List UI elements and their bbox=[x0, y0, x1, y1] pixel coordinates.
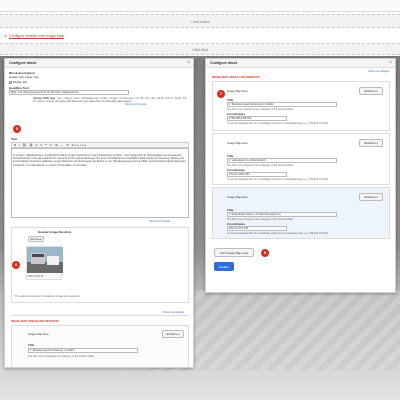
coordinates-label: Coordinates bbox=[227, 222, 246, 226]
close-icon[interactable]: × bbox=[389, 60, 392, 66]
badge-7: 7 bbox=[217, 90, 225, 98]
configure-section-link[interactable] bbox=[4, 32, 64, 40]
configure-block-dialog-right bbox=[205, 58, 396, 293]
image-map-area-label: Image Map Area bbox=[227, 89, 248, 93]
show-row-weights-link[interactable]: Show row weights bbox=[368, 70, 389, 73]
area-title-input[interactable]: 1: Bewitterungsschutzleitung in Zufahrt bbox=[28, 348, 138, 353]
coordinates-desc: A comma-separated list of 4 coordinate values for a rectangular area, e.g. 750,100,770,251 bbox=[227, 232, 328, 235]
coordinates-input[interactable]: 972,111,1053,183 bbox=[227, 172, 287, 177]
coordinates-input[interactable]: 2758,258,2788,360 bbox=[227, 116, 287, 121]
badge-6: 6 bbox=[12, 261, 20, 269]
area-title-label: Title bbox=[227, 98, 234, 102]
header-image-label: Header Image Desktop bbox=[38, 230, 72, 234]
area-title-label: Title bbox=[28, 343, 35, 347]
coordinates-desc: A comma-separated list of 4 coordinate values for a rectangular area, e.g. 750,100,770,251 bbox=[227, 178, 328, 181]
remove-area-button[interactable]: Entfernen bbox=[359, 193, 383, 201]
image-map-area-card bbox=[11, 325, 189, 368]
display-title-label: Display title bbox=[12, 80, 28, 84]
max-items-note: The maximum number of media items have been selected. bbox=[15, 295, 81, 298]
editor-toolbar[interactable]: B I ⛓ ⛓ ≡ ≡ ❝ ▭ ⊞ ⋯ ⟲ Source bbox=[11, 142, 189, 148]
builder-toolbar bbox=[0, 0, 400, 12]
dialog-title: Configure block bbox=[5, 59, 193, 68]
area-title-label: Title bbox=[227, 154, 234, 158]
remove-image-button[interactable]: Remove bbox=[28, 236, 44, 242]
coordinates-label: Coordinates bbox=[227, 168, 246, 172]
coordinates-desc: A comma-separated list of 4 coordinate values for a rectangular area, e.g. 750,100,770,251 bbox=[227, 122, 328, 125]
dialog-title: Configure block bbox=[206, 59, 395, 68]
area-title-input[interactable]: 1: Bewitterungsschutzleitung in Zufahrt bbox=[227, 102, 337, 107]
block-description-label: Block description bbox=[9, 71, 35, 75]
area-title-desc: The title must correspond to a category of the product slider. bbox=[227, 108, 294, 111]
close-icon[interactable]: × bbox=[187, 60, 190, 66]
add-image-map-area-button[interactable]: Add Image Map Area bbox=[214, 248, 254, 257]
coordinates-input[interactable]: 283,111,363,183 bbox=[227, 226, 287, 231]
checkbox-icon[interactable] bbox=[9, 81, 12, 84]
area-title-desc: The title must correspond to a category of the product slider. bbox=[28, 355, 95, 358]
block-description-value: Header with image map bbox=[9, 75, 39, 79]
about-text-formats-link[interactable]: About text formats bbox=[125, 103, 147, 106]
header-image-field bbox=[11, 227, 189, 303]
area-title-desc: The title must correspond to a category of the product slider. bbox=[227, 164, 294, 167]
about-text-formats-link-2[interactable]: About text formats bbox=[149, 220, 171, 223]
close-icon[interactable]: ✕ bbox=[4, 34, 8, 38]
badge-8: 8 bbox=[261, 249, 269, 257]
divider bbox=[11, 315, 189, 316]
show-row-weights-link[interactable]: Show row weights bbox=[163, 311, 184, 314]
area-title-input[interactable]: 2: Ladesäulen im Außenbereich bbox=[227, 158, 337, 163]
body-text-editor[interactable] bbox=[11, 148, 189, 218]
coordinates-label: Coordinates bbox=[227, 112, 246, 116]
configure-block-dialog-left bbox=[4, 58, 194, 368]
area-title-label: Title bbox=[227, 208, 234, 212]
image-map-area-card-1 bbox=[212, 81, 390, 131]
image-caption: HDC-Smith-W-… bbox=[28, 275, 47, 278]
image-map-area-label: Image Map Area bbox=[28, 332, 49, 336]
remove-area-button[interactable]: Entfernen bbox=[359, 87, 383, 95]
remove-area-button[interactable]: Entfernen bbox=[359, 139, 383, 147]
image-map-area-card-3 bbox=[212, 187, 390, 239]
allowed-html-label: Allowed HTML tags: bbox=[33, 97, 56, 100]
body-text: Im privaten, halböffentlichen und öffentlichen Raum werden aktuell immer mehr Ladestationen errichtet – damit steigt auch die Notwendigkeit von umfassenden Schutzkonzepten. Dies gilt sowohl für NC- als auch für DC-Ladeeinrichtungen. Bei einem Vorteilfall an der empfindliche Elektronik für die Steuerung, Zählung und Kommunikation besonders gefährdet. so kann Wartezeit und Unterbrechen der Betrieb. In der Hybridenergiegenommenes Bilst- und Überspannungsschutzkonzept erforderlich, um Ladestationen zu sichern und Ausfallen zu vermeiden. bbox=[13, 154, 186, 167]
media-thumbnail-card[interactable] bbox=[26, 246, 62, 280]
image-thumbnail bbox=[27, 247, 63, 273]
image-map-area-card-2 bbox=[212, 133, 390, 185]
headline-label: Headline Text bbox=[9, 86, 29, 90]
display-title-checkbox-row[interactable] bbox=[9, 80, 189, 84]
allowed-html-value: <em> <strong> <cite> <blockquote cite> <code> <ul type> <ol start type> <li> <dl> <dt> <dd> <h2 id> <h3 id> <h4 id> <h5 id> <h6 id> <img src alt height width data-entity-type data-entity-uuid data-align data-caption> bbox=[33, 97, 187, 104]
image-map-area-label: Image Map Area bbox=[227, 195, 248, 199]
badge-5: 5 bbox=[13, 125, 21, 133]
text-label: Text bbox=[11, 137, 18, 141]
update-button[interactable]: Update bbox=[214, 262, 234, 271]
area-title-input[interactable]: 3: Außenbeleuchtung mit Videoüberwachung bbox=[227, 212, 337, 217]
add-section-button[interactable]: + Add section bbox=[0, 14, 400, 28]
image-map-areas-title: IMAGE MAP AREAS FOR DESKTOP bbox=[212, 75, 260, 79]
configure-section-label[interactable]: Configure Header with Image Map bbox=[9, 34, 64, 38]
add-block-button[interactable]: + Add block bbox=[0, 43, 400, 55]
image-map-areas-title: IMAGE MAP AREAS FOR DESKTOP bbox=[11, 319, 59, 323]
headline-input[interactable]: Bitte- und Übersetzungsschutz für NC-HDC Laderstationen bbox=[9, 90, 129, 95]
remove-area-button[interactable]: Entfernen bbox=[162, 330, 184, 338]
image-map-area-label: Image Map Area bbox=[227, 141, 248, 145]
area-title-desc: The title must correspond to a category of the product slider. bbox=[227, 218, 294, 221]
